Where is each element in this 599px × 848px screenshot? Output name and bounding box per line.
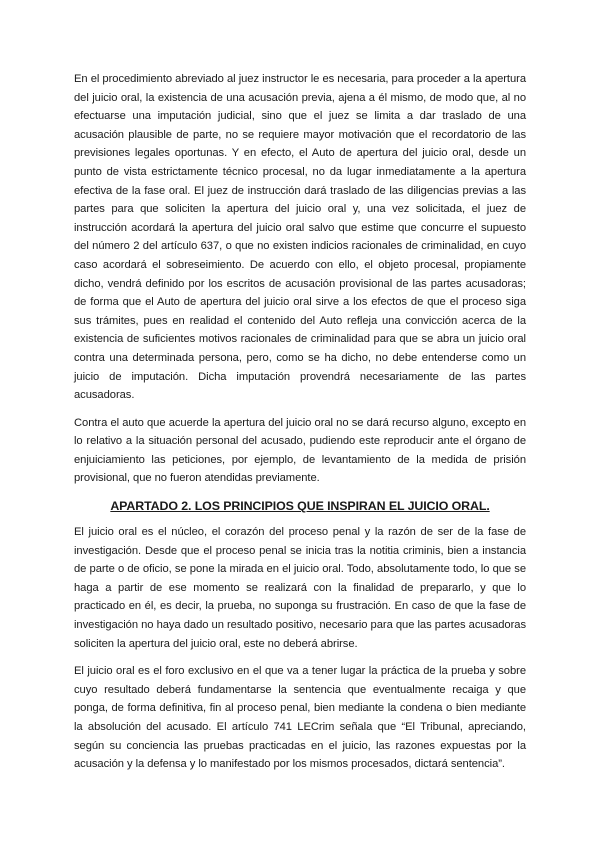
section-heading: APARTADO 2. LOS PRINCIPIOS QUE INSPIRAN EL JUICIO ORAL. (110, 499, 490, 514)
paragraph-abbreviated-procedure: En el procedimiento abreviado al juez instructor le es necesaria, para proceder a la apertura del juicio oral, la existencia de una acusación previa, ajena a él mismo, de modo que, al no efectuarse una imputación judicial, sino que el juez se limita a dar traslado de una acusación plausible de parte, no se requiere mayor motivación que el recordatorio de las previsiones legales oportunas. Y en efecto, el Auto de apertura del juicio oral, desde un punto de vista estrictamente técnico procesal, no da lugar inmediatamente a la apertura efectiva de la fase oral. El juez de instrucción dará traslado de las diligencias previas a las partes para que soliciten la apertura del juicio oral y, una vez solicitada, el juez de instrucción acordará la apertura del juicio oral salvo que estime que concurre el supuesto del número 2 del artículo 637, o que no existen indicios racionales de criminalidad, en cuyo caso acordará el sobreseimiento. De acuerdo con ello, el objeto procesal, propiamente dicho, vendrá definido por los escritos de acusación provisional de las partes acusadoras; de forma que el Auto de apertura del juicio oral sirve a los efectos de que el proceso siga sus trámites, pues en realidad el contenido del Auto refleja una convicción acerca de la existencia de suficientes motivos racionales de criminalidad para que se abra un juicio oral contra una determinada persona, pero, como se ha dicho, no debe entenderse como un juicio de imputación. Dicha imputación provendrá necesariamente de las partes acusadoras. (74, 73, 526, 402)
paragraph-no-appeal: Contra el auto que acuerde la apertura del juicio oral no se dará recurso alguno, excepto en lo relativo a la situación personal del acusado, pudiendo este reproducir ante el órgano de enjuiciamiento las peticiones, por ejemplo, de levantamiento de la medida de prisión provisional, que no fueron atendidas previamente. (74, 416, 526, 485)
document-body (74, 70, 526, 783)
paragraph-oral-trial-forum: El juicio oral es el foro exclusivo en el que va a tener lugar la práctica de la prueba y sobre cuyo resultado deberá fundamentarse la sentencia que eventualmente recaiga y que ponga, de forma definitiva, fin al proceso penal, bien mediante la condena o bien mediante la absolución del acusado. El artículo 741 LECrim señala que “El Tribunal, apreciando, según su conciencia las pruebas practicadas en el juicio, las razones expuestas por la acusación y la defensa y lo manifestado por los mismos procesados, dictará sentencia”. (74, 665, 526, 771)
paragraph-oral-trial-core: El juicio oral es el núcleo, el corazón del proceso penal y la razón de ser de la fase de investigación. Desde que el proceso penal se inicia tras la notitia criminis, bien a instancia de parte o de oficio, se pone la mirada en el juicio oral. Todo, absolutamente todo, lo que se haga a partir de ese momento se realizará con la finalidad de prepararlo, y que lo practicado en él, es decir, la prueba, no suponga su frustración. En caso de que la fase de investigación no haya dado un resultado positivo, necesario para que las partes acusadoras soliciten la apertura del juicio oral, este no deberá abrirse. (74, 526, 526, 650)
